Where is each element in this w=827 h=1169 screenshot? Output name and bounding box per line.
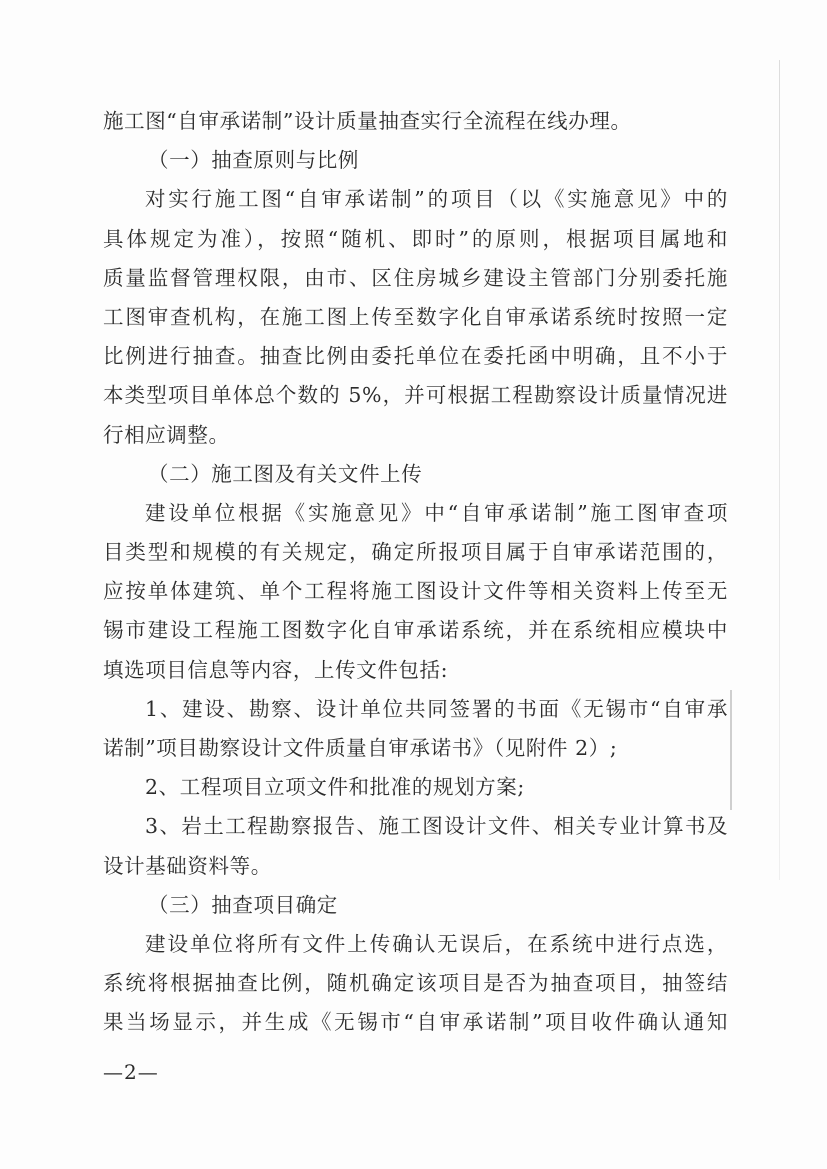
paragraph-first-line: 1、建设、勘察、设计单位共同签署的书面《无锡市“自审承 [145,696,728,721]
body-line: 本类型项目单体总个数的 5%，并可根据工程勘察设计质量情况进 [103,383,728,408]
body-line: 质量监督管理权限，由市、区住房城乡建设主管部门分别委托施 [103,265,728,290]
paragraph-first-line: 对实行施工图“自审承诺制”的项目（以《实施意见》中的 [145,187,728,212]
body-line: 工图审查机构，在施工图上传至数字化自审承诺系统时按照一定 [103,304,728,329]
body-line: 设计基础资料等。 [103,853,272,878]
page-number: —2— [103,1060,159,1084]
body-line: 锡市建设工程施工图数字化自审承诺系统，并在系统相应模块中 [103,618,728,643]
section-heading: （一）抽查原则与比例 [148,148,359,173]
paragraph-first-line: 3、岩土工程勘察报告、施工图设计文件、相关专业计算书及 [145,814,728,839]
body-line: 目类型和规模的有关规定，确定所报项目属于自审承诺范围的， [103,540,728,565]
body-line: 果当场显示，并生成《无锡市“自审承诺制”项目收件确认通知 [103,1010,728,1035]
body-line: 系统将根据抽查比例，随机确定该项目是否为抽查项目，抽签结 [103,971,728,996]
paragraph-first-line: 2、工程项目立项文件和批准的规划方案; [145,775,525,800]
body-line: 比例进行抽查。抽查比例由委托单位在委托函中明确，且不小于 [103,344,728,369]
section-heading: （二）施工图及有关文件上传 [148,461,423,486]
section-heading: （三）抽查项目确定 [148,892,338,917]
scan-edge-mark [730,690,732,810]
body-line: 施工图“自审承诺制”设计质量抽查实行全流程在线办理。 [103,109,632,133]
paragraph-first-line: 建设单位根据《实施意见》中“自审承诺制”施工图审查项 [145,500,728,525]
body-line: 行相应调整。 [103,422,230,447]
body-text [103,102,728,1043]
paragraph-first-line: 建设单位将所有文件上传确认无误后，在系统中进行点选， [145,931,728,956]
body-line: 填选项目信息等内容，上传文件包括: [103,657,449,682]
body-line: 应按单体建筑、单个工程将施工图设计文件等相关资料上传至无 [103,579,728,604]
scan-edge-line [779,60,780,880]
body-line: 具体规定为准），按照“随机、即时”的原则，根据项目属地和 [103,226,728,251]
body-line: 诺制”项目勘察设计文件质量自审承诺书》（见附件 2）; [103,736,618,760]
